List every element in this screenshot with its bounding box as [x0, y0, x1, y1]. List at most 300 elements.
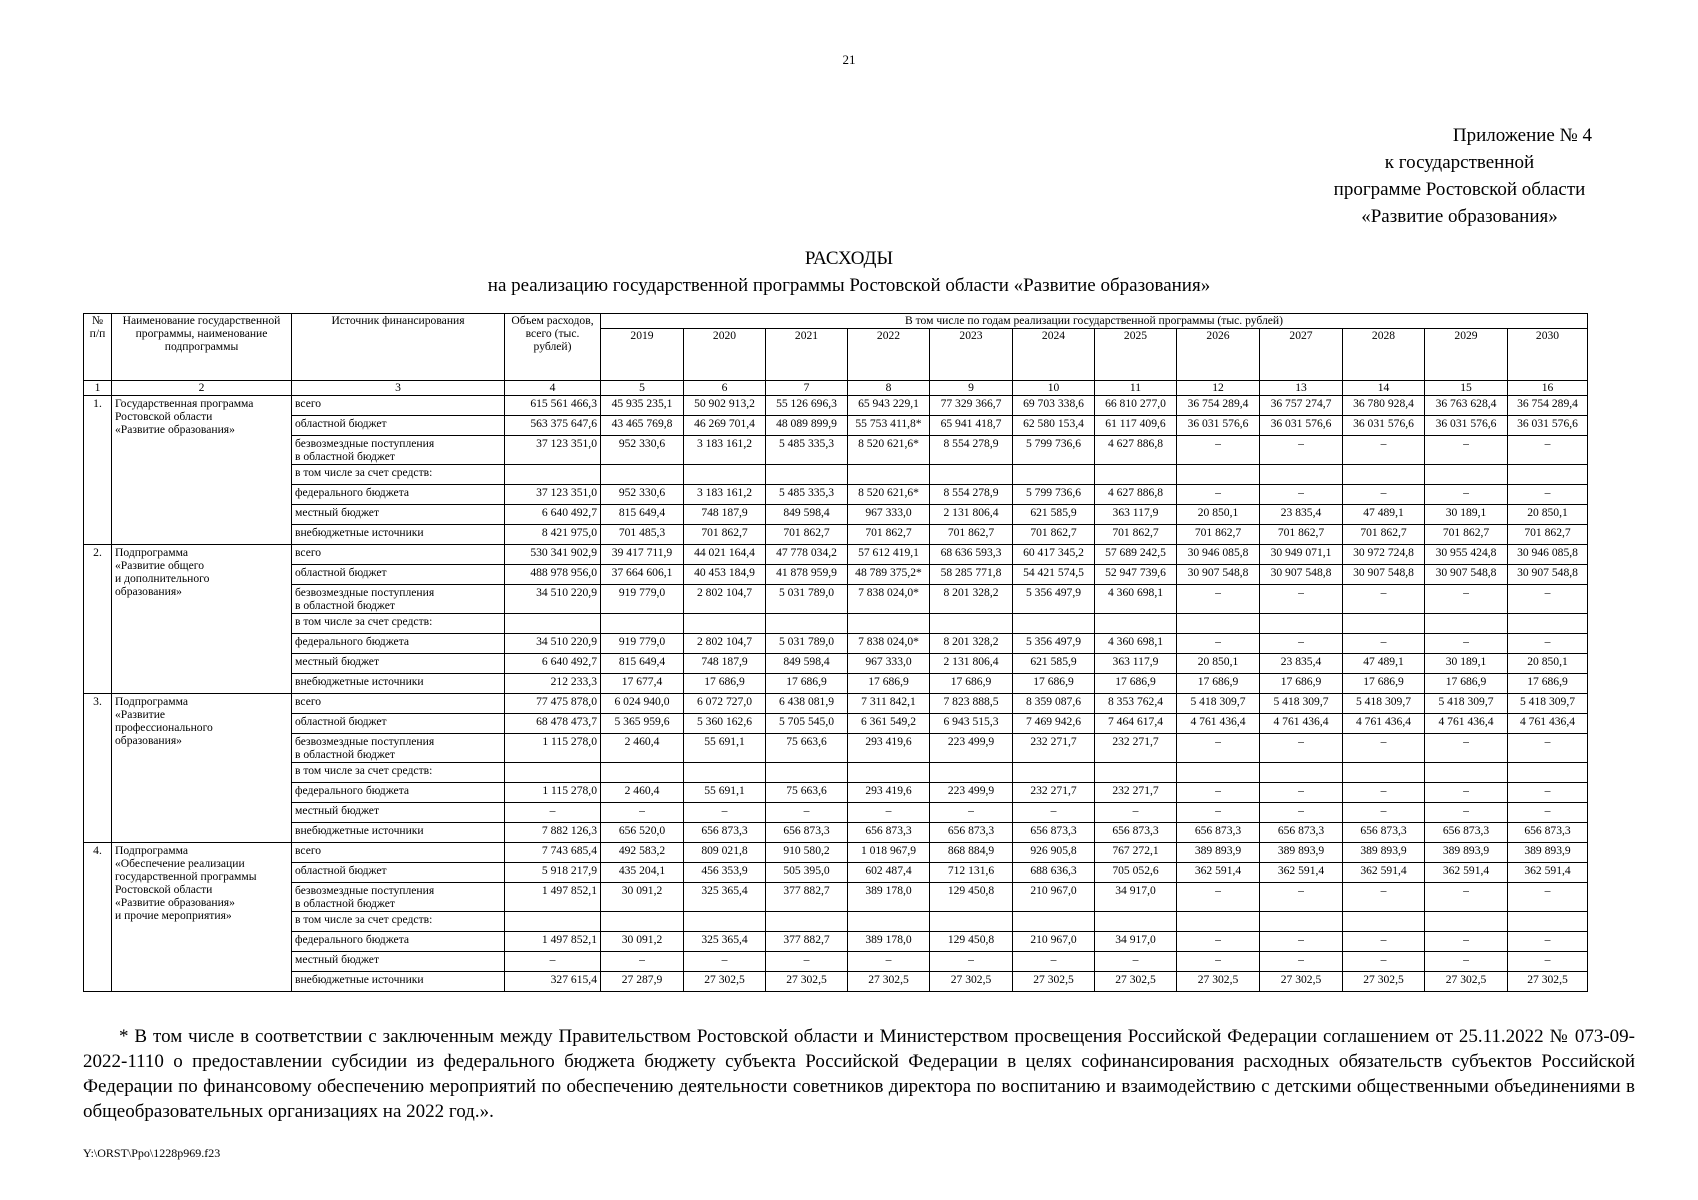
- program-name-line: и прочие мероприятия»: [115, 909, 232, 922]
- value-cell: 20 850,1: [1177, 654, 1260, 674]
- value-cell: 55 691,1: [684, 734, 766, 763]
- value-cell: 57 612 419,1: [848, 545, 930, 565]
- row-number: 1.: [84, 396, 112, 545]
- value-cell: 36 031 576,6: [1343, 416, 1425, 436]
- value-cell: 701 862,7: [1260, 525, 1343, 545]
- source-label: внебюджетные источники: [295, 973, 424, 986]
- value-cell: 30 946 085,8: [1508, 545, 1588, 565]
- table-row: [84, 714, 1588, 734]
- value-cell: 17 686,9: [1177, 674, 1260, 694]
- source-label: областной бюджет: [295, 566, 387, 579]
- value-cell: –: [1177, 803, 1260, 823]
- value-cell: 36 757 274,7: [1260, 396, 1343, 416]
- value-cell: –: [1508, 803, 1588, 823]
- value-cell: 27 302,5: [1425, 972, 1508, 992]
- value-cell: 389 893,9: [1343, 843, 1425, 863]
- value-cell: 656 873,3: [1425, 823, 1508, 843]
- value-cell: 36 780 928,4: [1343, 396, 1425, 416]
- source-cell: [292, 585, 505, 614]
- value-cell: –: [1095, 803, 1177, 823]
- value-cell: 435 204,1: [601, 863, 684, 883]
- value-cell: 30 972 724,8: [1343, 545, 1425, 565]
- value-cell: 2 460,4: [601, 783, 684, 803]
- column-number: 8: [848, 381, 930, 396]
- value-cell: 5 705 545,0: [766, 714, 848, 734]
- value-cell: 7 743 685,4: [505, 843, 601, 863]
- column-number: 10: [1013, 381, 1095, 396]
- value-cell: –: [684, 952, 766, 972]
- value-cell: 17 686,9: [1260, 674, 1343, 694]
- value-cell: 4 761 436,4: [1425, 714, 1508, 734]
- program-name-line: «Развитие образования»: [115, 423, 235, 436]
- value-cell: 46 269 701,4: [684, 416, 766, 436]
- value-cell: 7 838 024,0*: [848, 634, 930, 654]
- value-cell: 621 585,9: [1013, 505, 1095, 525]
- value-cell: –: [1013, 803, 1095, 823]
- value-cell: –: [1177, 783, 1260, 803]
- program-name-line: профессионального: [115, 721, 213, 734]
- source-cell: [292, 694, 505, 714]
- row-number: 4.: [84, 843, 112, 992]
- value-cell: 17 686,9: [1508, 674, 1588, 694]
- value-cell: 6 640 492,7: [505, 505, 601, 525]
- value-cell: 2 460,4: [601, 734, 684, 763]
- value-cell: 6 943 515,3: [930, 714, 1013, 734]
- value-cell: 30 091,2: [601, 932, 684, 952]
- value-cell: [1013, 763, 1095, 783]
- file-path: Y:\ORST\Ppo\1228p969.f23: [83, 1146, 221, 1160]
- header-year: 2029: [1425, 329, 1508, 381]
- value-cell: 36 754 289,4: [1177, 396, 1260, 416]
- value-cell: 1 497 852,1: [505, 932, 601, 952]
- table-row: [84, 634, 1588, 654]
- value-cell: 232 271,7: [1095, 783, 1177, 803]
- value-cell: 27 302,5: [766, 972, 848, 992]
- value-cell: 30 949 071,1: [1260, 545, 1343, 565]
- value-cell: 363 117,9: [1095, 505, 1177, 525]
- value-cell: 2 802 104,7: [684, 634, 766, 654]
- value-cell: 5 485 335,3: [766, 436, 848, 465]
- value-cell: 656 873,3: [684, 823, 766, 843]
- value-cell: 50 902 913,2: [684, 396, 766, 416]
- value-cell: [505, 912, 601, 932]
- value-cell: 5 918 217,9: [505, 863, 601, 883]
- value-cell: 27 302,5: [930, 972, 1013, 992]
- value-cell: 20 850,1: [1508, 505, 1588, 525]
- table-row: [84, 843, 1588, 863]
- value-cell: 4 761 436,4: [1343, 714, 1425, 734]
- value-cell: –: [1425, 436, 1508, 465]
- value-cell: 389 893,9: [1508, 843, 1588, 863]
- value-cell: 55 753 411,8*: [848, 416, 930, 436]
- appendix-line: Приложение № 4: [1452, 125, 1592, 146]
- value-cell: 36 031 576,6: [1425, 416, 1508, 436]
- table-row: [84, 823, 1588, 843]
- value-cell: 656 873,3: [1177, 823, 1260, 843]
- value-cell: [1177, 912, 1260, 932]
- source-cell: [292, 972, 505, 992]
- column-number: 13: [1260, 381, 1343, 396]
- value-cell: 27 287,9: [601, 972, 684, 992]
- value-cell: 377 882,7: [766, 883, 848, 912]
- header-year: 2022: [848, 329, 930, 381]
- value-cell: –: [1508, 436, 1588, 465]
- value-cell: [1013, 912, 1095, 932]
- column-numbers-row: [84, 381, 1588, 396]
- value-cell: 23 835,4: [1260, 505, 1343, 525]
- value-cell: 656 873,3: [766, 823, 848, 843]
- value-cell: 377 882,7: [766, 932, 848, 952]
- value-cell: 5 418 309,7: [1425, 694, 1508, 714]
- value-cell: 30 907 548,8: [1177, 565, 1260, 585]
- value-cell: –: [1508, 485, 1588, 505]
- source-label: внебюджетные источники: [295, 824, 424, 837]
- source-label: всего: [295, 844, 322, 857]
- source-cell: [292, 823, 505, 843]
- value-cell: 530 341 902,9: [505, 545, 601, 565]
- value-cell: [848, 614, 930, 634]
- value-cell: 4 360 698,1: [1095, 585, 1177, 614]
- value-cell: [1260, 763, 1343, 783]
- value-cell: 4 627 886,8: [1095, 485, 1177, 505]
- value-cell: 7 823 888,5: [930, 694, 1013, 714]
- source-label: федерального бюджета: [295, 933, 410, 946]
- value-cell: 3 183 161,2: [684, 485, 766, 505]
- header-year: 2024: [1013, 329, 1095, 381]
- value-cell: 705 052,6: [1095, 863, 1177, 883]
- value-cell: –: [1343, 436, 1425, 465]
- program-name: [112, 843, 292, 992]
- value-cell: –: [505, 952, 601, 972]
- value-cell: 8 353 762,4: [1095, 694, 1177, 714]
- value-cell: –: [1260, 585, 1343, 614]
- source-label: федерального бюджета: [295, 486, 410, 499]
- value-cell: 8 520 621,6*: [848, 436, 930, 465]
- source-cell: [292, 654, 505, 674]
- value-cell: 5 485 335,3: [766, 485, 848, 505]
- value-cell: 7 882 126,3: [505, 823, 601, 843]
- source-cell: [292, 863, 505, 883]
- value-cell: 293 419,6: [848, 734, 930, 763]
- value-cell: –: [1508, 783, 1588, 803]
- value-cell: 20 850,1: [1508, 654, 1588, 674]
- value-cell: 47 489,1: [1343, 505, 1425, 525]
- value-cell: 17 677,4: [601, 674, 684, 694]
- source-cell: [292, 783, 505, 803]
- value-cell: 223 499,9: [930, 783, 1013, 803]
- value-cell: 47 778 034,2: [766, 545, 848, 565]
- table-row: [84, 525, 1588, 545]
- value-cell: 767 272,1: [1095, 843, 1177, 863]
- value-cell: 5 418 309,7: [1508, 694, 1588, 714]
- value-cell: 30 091,2: [601, 883, 684, 912]
- value-cell: 5 031 789,0: [766, 634, 848, 654]
- value-cell: 488 978 956,0: [505, 565, 601, 585]
- value-cell: –: [930, 952, 1013, 972]
- value-cell: 8 554 278,9: [930, 436, 1013, 465]
- value-cell: 4 761 436,4: [1508, 714, 1588, 734]
- title-sub: на реализацию государственной программы Ростовской области «Развитие образования»: [487, 275, 1211, 296]
- value-cell: 17 686,9: [1425, 674, 1508, 694]
- value-cell: –: [1095, 952, 1177, 972]
- source-label: местный бюджет: [295, 804, 380, 817]
- value-cell: –: [1260, 803, 1343, 823]
- value-cell: 45 935 235,1: [601, 396, 684, 416]
- source-cell: [292, 763, 505, 783]
- value-cell: –: [1425, 883, 1508, 912]
- value-cell: 621 585,9: [1013, 654, 1095, 674]
- table-row: [84, 783, 1588, 803]
- value-cell: 17 686,9: [1095, 674, 1177, 694]
- value-cell: [848, 465, 930, 485]
- value-cell: 815 649,4: [601, 654, 684, 674]
- header-year: 2030: [1508, 329, 1588, 381]
- value-cell: 36 031 576,6: [1177, 416, 1260, 436]
- table-row: [84, 763, 1588, 783]
- value-cell: [930, 763, 1013, 783]
- value-cell: 5 356 497,9: [1013, 634, 1095, 654]
- value-cell: –: [1425, 734, 1508, 763]
- value-cell: 47 489,1: [1343, 654, 1425, 674]
- value-cell: 362 591,4: [1260, 863, 1343, 883]
- program-name-line: Ростовской области: [115, 410, 213, 423]
- value-cell: [848, 912, 930, 932]
- value-cell: [505, 614, 601, 634]
- value-cell: 40 453 184,9: [684, 565, 766, 585]
- value-cell: –: [1177, 734, 1260, 763]
- value-cell: 849 598,4: [766, 505, 848, 525]
- table-row: [84, 863, 1588, 883]
- source-cell: [292, 485, 505, 505]
- value-cell: 8 201 328,2: [930, 585, 1013, 614]
- value-cell: 701 862,7: [930, 525, 1013, 545]
- value-cell: [1260, 912, 1343, 932]
- header-year: 2023: [930, 329, 1013, 381]
- value-cell: –: [1177, 883, 1260, 912]
- value-cell: 362 591,4: [1508, 863, 1588, 883]
- value-cell: [1508, 614, 1588, 634]
- value-cell: [1013, 614, 1095, 634]
- value-cell: [684, 763, 766, 783]
- value-cell: 701 862,7: [684, 525, 766, 545]
- source-cell: [292, 912, 505, 932]
- source-cell: [292, 883, 505, 912]
- value-cell: 389 178,0: [848, 932, 930, 952]
- value-cell: [684, 465, 766, 485]
- header-row: [84, 314, 1588, 329]
- value-cell: –: [1425, 952, 1508, 972]
- value-cell: –: [1343, 783, 1425, 803]
- value-cell: 43 465 769,8: [601, 416, 684, 436]
- value-cell: –: [1343, 803, 1425, 823]
- value-cell: 36 031 576,6: [1260, 416, 1343, 436]
- value-cell: 701 862,7: [848, 525, 930, 545]
- value-cell: 1 018 967,9: [848, 843, 930, 863]
- header-no: № п/п: [84, 314, 112, 381]
- source-label: областной бюджет: [295, 715, 387, 728]
- value-cell: 5 418 309,7: [1343, 694, 1425, 714]
- value-cell: 952 330,6: [601, 485, 684, 505]
- value-cell: 952 330,6: [601, 436, 684, 465]
- value-cell: 505 395,0: [766, 863, 848, 883]
- table-row: [84, 694, 1588, 714]
- source-label-cont: в областной бюджет: [295, 599, 395, 612]
- value-cell: 748 187,9: [684, 505, 766, 525]
- value-cell: 967 333,0: [848, 505, 930, 525]
- value-cell: [601, 614, 684, 634]
- value-cell: [930, 465, 1013, 485]
- value-cell: [1508, 912, 1588, 932]
- value-cell: 325 365,4: [684, 883, 766, 912]
- table-row: [84, 803, 1588, 823]
- value-cell: 492 583,2: [601, 843, 684, 863]
- value-cell: 327 615,4: [505, 972, 601, 992]
- value-cell: 27 302,5: [1177, 972, 1260, 992]
- value-cell: 363 117,9: [1095, 654, 1177, 674]
- value-cell: –: [848, 952, 930, 972]
- source-cell: [292, 843, 505, 863]
- source-cell: [292, 505, 505, 525]
- value-cell: 17 686,9: [684, 674, 766, 694]
- value-cell: 39 417 711,9: [601, 545, 684, 565]
- program-name-line: государственной программы: [115, 870, 257, 883]
- value-cell: 37 123 351,0: [505, 436, 601, 465]
- value-cell: 5 418 309,7: [1177, 694, 1260, 714]
- value-cell: 62 580 153,4: [1013, 416, 1095, 436]
- source-label: безвозмездные поступления: [295, 586, 435, 599]
- value-cell: [1095, 465, 1177, 485]
- value-cell: 223 499,9: [930, 734, 1013, 763]
- header-year: 2028: [1343, 329, 1425, 381]
- value-cell: 77 329 366,7: [930, 396, 1013, 416]
- value-cell: 27 302,5: [1013, 972, 1095, 992]
- value-cell: –: [684, 803, 766, 823]
- value-cell: –: [1177, 932, 1260, 952]
- source-cell: [292, 734, 505, 763]
- appendix-line: к государственной: [1384, 152, 1535, 173]
- table-row: [84, 972, 1588, 992]
- value-cell: –: [1425, 932, 1508, 952]
- footnote: * В том числе в соответствии с заключенным между Правительством Ростовской области и Министерством просвещения Российской Федерации соглашением от 25.11.2022 № 073-09-2022-1110 о предоставлении субсидии из федерального бюджета бюджету субъекта Российской Федерации в целях софинансирования расходных обязательств субъектов Российской Федерации по финансовому обеспечению мероприятий по обеспечению деятельности советников директора по воспитанию и взаимодействию с детскими общественными объединениями в общеобразовательных организациях на 2022 год.».: [83, 1026, 1635, 1122]
- source-cell: [292, 714, 505, 734]
- value-cell: 7 838 024,0*: [848, 585, 930, 614]
- value-cell: –: [1260, 734, 1343, 763]
- value-cell: [1343, 614, 1425, 634]
- value-cell: 293 419,6: [848, 783, 930, 803]
- column-number: 9: [930, 381, 1013, 396]
- value-cell: 48 789 375,2*: [848, 565, 930, 585]
- value-cell: 52 947 739,6: [1095, 565, 1177, 585]
- program-name-line: «Обеспечение реализации: [115, 857, 245, 870]
- value-cell: 1 115 278,0: [505, 734, 601, 763]
- header-year: 2019: [601, 329, 684, 381]
- table-row: [84, 952, 1588, 972]
- value-cell: 868 884,9: [930, 843, 1013, 863]
- value-cell: 7 311 842,1: [848, 694, 930, 714]
- value-cell: 688 636,3: [1013, 863, 1095, 883]
- value-cell: –: [1508, 634, 1588, 654]
- value-cell: [601, 465, 684, 485]
- source-label-cont: в областной бюджет: [295, 748, 395, 761]
- value-cell: –: [930, 803, 1013, 823]
- title-main: РАСХОДЫ: [804, 248, 894, 269]
- value-cell: 748 187,9: [684, 654, 766, 674]
- source-cell: [292, 465, 505, 485]
- value-cell: 712 131,6: [930, 863, 1013, 883]
- value-cell: 4 360 698,1: [1095, 634, 1177, 654]
- value-cell: –: [1508, 883, 1588, 912]
- value-cell: [1177, 614, 1260, 634]
- value-cell: 656 873,3: [930, 823, 1013, 843]
- header-year: 2026: [1177, 329, 1260, 381]
- value-cell: –: [1260, 783, 1343, 803]
- value-cell: –: [1343, 634, 1425, 654]
- value-cell: –: [1177, 952, 1260, 972]
- value-cell: –: [1013, 952, 1095, 972]
- value-cell: –: [1260, 952, 1343, 972]
- value-cell: 232 271,7: [1013, 734, 1095, 763]
- source-label: федерального бюджета: [295, 784, 410, 797]
- value-cell: –: [1177, 485, 1260, 505]
- header-year: 2021: [766, 329, 848, 381]
- value-cell: 44 021 164,4: [684, 545, 766, 565]
- source-label: в том числе за счет средств:: [295, 466, 433, 479]
- value-cell: 6 438 081,9: [766, 694, 848, 714]
- column-number: 16: [1508, 381, 1588, 396]
- value-cell: 34 917,0: [1095, 932, 1177, 952]
- value-cell: –: [601, 952, 684, 972]
- value-cell: [1260, 465, 1343, 485]
- header-source: Источник финансирования: [292, 314, 505, 381]
- value-cell: 910 580,2: [766, 843, 848, 863]
- value-cell: [1343, 763, 1425, 783]
- table-row: [84, 614, 1588, 634]
- value-cell: [505, 763, 601, 783]
- value-cell: 75 663,6: [766, 783, 848, 803]
- column-number: 12: [1177, 381, 1260, 396]
- value-cell: 23 835,4: [1260, 654, 1343, 674]
- header-total: Объем расходов, всего (тыс. рублей): [505, 314, 601, 381]
- page-number: 21: [842, 52, 856, 67]
- source-label: внебюджетные источники: [295, 526, 424, 539]
- value-cell: 7 464 617,4: [1095, 714, 1177, 734]
- value-cell: [1260, 614, 1343, 634]
- value-cell: –: [1260, 932, 1343, 952]
- value-cell: 65 941 418,7: [930, 416, 1013, 436]
- table-row: [84, 465, 1588, 485]
- column-number: 1: [84, 381, 112, 396]
- value-cell: 8 421 975,0: [505, 525, 601, 545]
- value-cell: 27 302,5: [1508, 972, 1588, 992]
- table-row: [84, 545, 1588, 565]
- source-label: в том числе за счет средств:: [295, 913, 433, 926]
- value-cell: 36 754 289,4: [1508, 396, 1588, 416]
- value-cell: –: [1508, 952, 1588, 972]
- value-cell: 362 591,4: [1425, 863, 1508, 883]
- value-cell: 30 189,1: [1425, 505, 1508, 525]
- value-cell: 6 024 940,0: [601, 694, 684, 714]
- value-cell: [1177, 465, 1260, 485]
- value-cell: 30 907 548,8: [1425, 565, 1508, 585]
- value-cell: –: [1343, 932, 1425, 952]
- table-row: [84, 485, 1588, 505]
- value-cell: 701 862,7: [1013, 525, 1095, 545]
- value-cell: 30 907 548,8: [1343, 565, 1425, 585]
- source-label-cont: в областной бюджет: [295, 897, 395, 910]
- source-cell: [292, 932, 505, 952]
- value-cell: –: [1425, 585, 1508, 614]
- value-cell: 68 636 593,3: [930, 545, 1013, 565]
